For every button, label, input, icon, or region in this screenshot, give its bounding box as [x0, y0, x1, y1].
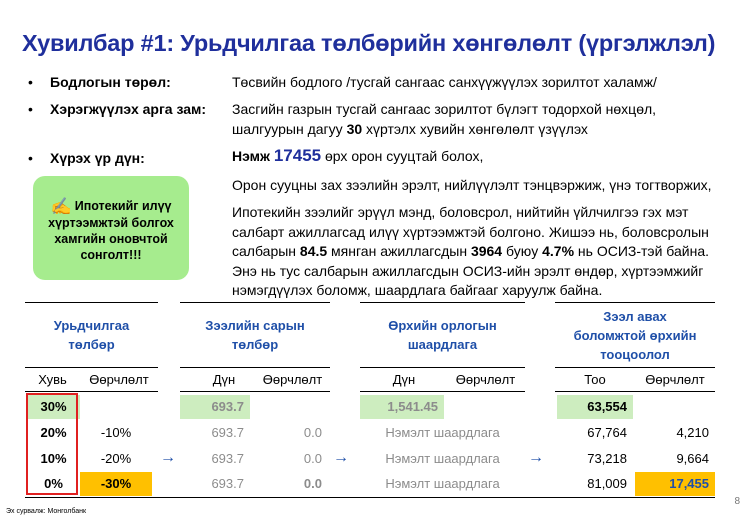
table-cell-percent: 10%: [40, 451, 67, 466]
bullet-text-outcome-3: Ипотекийн зээлийг эрүүл мэнд, боловсрол, нийтийн үйлчилгээ гэх мэт салбарт ажиллагсад илүү хүртээмжтэй болгоно. Жишээ нь, боловсролын салбарын 84.5 мянган ажиллагсдын 3964 буюу 4.7% нь ОСИЗ-тэй байна. Энэ нь тус салбарын ажиллагсдын ОСИЗ-ийн эрэлт өндөр, хүртээмжийг нэмэгдүүлэх боломж, шаардлага байгааг харуулж байна.: [232, 204, 709, 298]
table-rule: [360, 367, 525, 368]
table-rule: [180, 391, 330, 392]
table-rule: [25, 302, 158, 303]
table-cell-payment: 693.7: [211, 425, 244, 440]
table-cell-income: 1,541.45: [360, 395, 444, 419]
callout-box: [33, 176, 189, 280]
table-bottom-rule: [25, 497, 715, 498]
table-cell-count-change: 9,664: [676, 451, 709, 466]
table-rule: [180, 367, 330, 368]
bullet-label-policy-type: Бодлогын төрөл:: [50, 74, 171, 90]
table-rule: [555, 302, 715, 303]
arrow-right-icon: →: [528, 449, 544, 466]
table-cell-percent: 30%: [27, 395, 80, 419]
bullet-label-outcome: Хүрэх үр дүн:: [50, 150, 145, 166]
percent-column-highlight: [26, 393, 78, 495]
table-cell-income: Нэмэлт шаардлага: [385, 425, 500, 440]
bullet-dot: •: [28, 150, 33, 166]
table-cell-income: Нэмэлт шаардлага: [385, 476, 500, 491]
callout-line: Ипотекийг илүү: [74, 199, 172, 213]
callout-line: хамгийн оновчтой: [54, 232, 168, 246]
slide-title: Хувилбар #1: Урьдчилгаа төлбөрийн хөнгөлөлт (үргэлжлэл): [22, 30, 716, 56]
column-group-header-eligible-households: Зээл авах боломжтой өрхийн тооцоолол: [573, 309, 697, 362]
subheader-change: Өөрчлөлт: [455, 372, 516, 387]
arrow-right-icon: →: [160, 449, 176, 466]
table-rule: [25, 391, 158, 392]
bullet-text-implementation: Засгийн газрын тусгай сангаас зорилтот бүлэгт тодорхой нөхцөл, шалгуурын дагуу 30 хүртэлх хувийн хөнгөлөлт үзүүлэх: [232, 101, 657, 137]
table-cell-payment: 693.7: [211, 476, 244, 491]
column-group-header-income-requirement: Өрхийн орлогын шаардлага: [388, 318, 497, 352]
subheader-amount: Дүн: [212, 372, 236, 387]
subheader-change: Өөрчлөлт: [262, 372, 323, 387]
table-rule: [25, 367, 158, 368]
table-cell-payment-change: 0.0: [303, 425, 322, 440]
table-cell-count: 81,009: [587, 476, 627, 491]
column-group-header-downpayment: Урьдчилгаа төлбөр: [53, 318, 130, 352]
table-rule: [555, 391, 715, 392]
bullet-text-outcome-1: Нэмж 17455 өрх орон сууцтай болох,: [232, 146, 484, 165]
table-cell-count-change: 17,455: [635, 472, 715, 496]
table-rule: [360, 302, 525, 303]
table-cell-percent-change: -20%: [100, 451, 132, 466]
subheader-amount: Дүн: [392, 372, 416, 387]
subheader-count: Тоо: [584, 372, 606, 387]
subheader-change: Өөрчлөлт: [89, 372, 149, 387]
table-cell-percent: 20%: [40, 425, 67, 440]
table-rule: [555, 367, 715, 368]
bullet-dot: •: [28, 101, 33, 117]
page-number: 8: [734, 496, 740, 507]
table-cell-income: Нэмэлт шаардлага: [385, 451, 500, 466]
table-cell-count: 73,218: [587, 451, 627, 466]
table-cell-payment-change: 0.0: [303, 476, 322, 491]
table-rule: [360, 391, 525, 392]
bullet-label-implementation: Хэрэгжүүлэх арга зам:: [50, 101, 207, 117]
bullet-text-outcome-2: Орон сууцны зах зээлийн эрэлт, нийлүүлэлт тэнцвэржиж, үнэ тогтворжих,: [232, 177, 712, 193]
table-cell-percent: 0%: [44, 476, 63, 491]
arrow-right-icon: →: [333, 449, 349, 466]
source-note: Эх сурвалж: Монголбанк: [6, 508, 87, 515]
table-cell-payment-change: 0.0: [303, 451, 322, 466]
callout-line: сонголт!!!: [80, 248, 142, 262]
table-cell-percent-change: -30%: [80, 472, 152, 496]
bullet-text-policy-type: Төсвийн бодлого /тусгай сангаас санхүүжүүлэх зорилтот халамж/: [232, 74, 657, 90]
subheader-change: Өөрчлөлт: [645, 372, 705, 387]
subheader-percent: Хувь: [38, 372, 67, 387]
table-cell-payment: 693.7: [211, 451, 244, 466]
table-cell-count: 63,554: [557, 395, 633, 419]
table-cell-count: 67,764: [587, 425, 627, 440]
hand-writing-icon: ✍: [50, 197, 72, 216]
bullet-dot: •: [28, 74, 33, 90]
callout-line: хүртээмжтэй болгох: [48, 216, 174, 230]
table-cell-count-change: 4,210: [676, 425, 709, 440]
column-group-header-monthly-payment: Зээлийн сарын төлбөр: [205, 318, 305, 352]
table-rule: [180, 302, 330, 303]
table-cell-payment: 693.7: [180, 395, 250, 419]
table-cell-percent-change: -10%: [100, 425, 132, 440]
